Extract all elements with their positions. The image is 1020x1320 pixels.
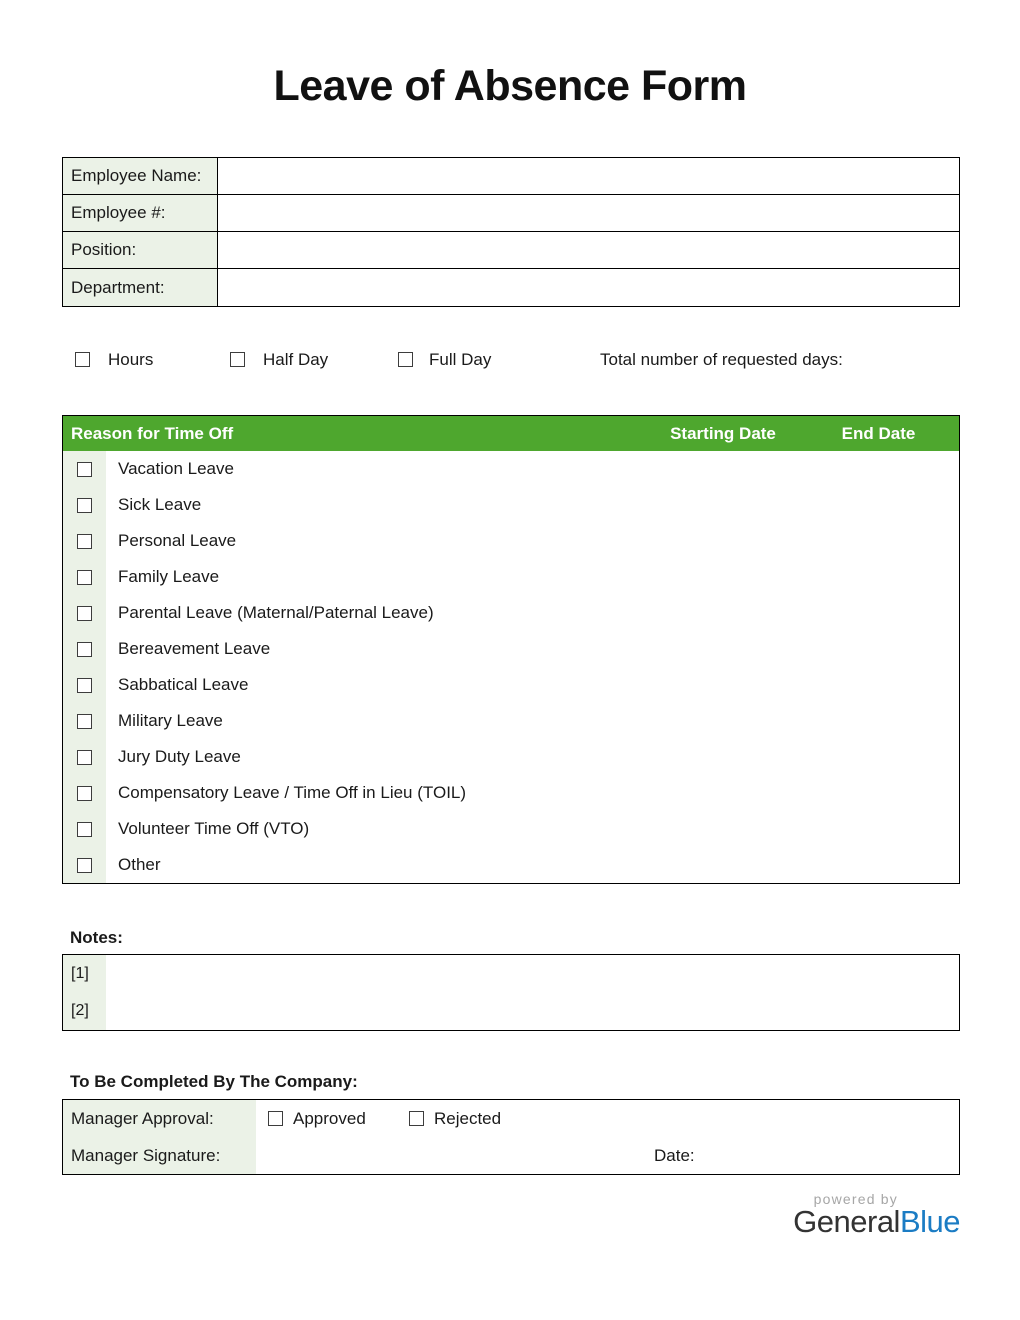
table-row bbox=[63, 739, 959, 775]
starting-date-field[interactable] bbox=[648, 487, 798, 523]
reason-label: Personal Leave bbox=[118, 531, 237, 550]
reason-label: Parental Leave (Maternal/Paternal Leave) bbox=[118, 603, 434, 622]
table-row bbox=[63, 559, 959, 595]
starting-date-field[interactable] bbox=[648, 595, 798, 631]
employee-number-field[interactable] bbox=[218, 195, 959, 231]
page-title: Leave of Absence Form bbox=[273, 62, 747, 110]
table-row bbox=[63, 811, 959, 847]
end-date-field[interactable] bbox=[798, 487, 959, 523]
reason-table bbox=[62, 415, 960, 884]
reason-label: Family Leave bbox=[118, 567, 220, 586]
reason-label: Vacation Leave bbox=[118, 459, 234, 478]
table-row bbox=[63, 523, 959, 559]
table-row bbox=[63, 487, 959, 523]
employee-name-field[interactable] bbox=[218, 158, 959, 194]
manager-signature-label: Manager Signature: bbox=[63, 1137, 256, 1174]
table-row bbox=[63, 847, 959, 883]
rejected-checkbox[interactable] bbox=[409, 1111, 424, 1126]
hours-checkbox[interactable] bbox=[75, 352, 90, 367]
table-row bbox=[63, 451, 959, 487]
end-date-field[interactable] bbox=[798, 631, 959, 667]
generalblue-logo bbox=[793, 1204, 960, 1240]
notes-label: Notes: bbox=[70, 928, 123, 947]
reason-label: Compensatory Leave / Time Off in Lieu (TOIL) bbox=[118, 783, 467, 802]
reason-label: Military Leave bbox=[118, 711, 223, 730]
date-field[interactable] bbox=[706, 1137, 959, 1174]
military-leave-checkbox[interactable] bbox=[77, 714, 92, 729]
parental-leave-checkbox[interactable] bbox=[77, 606, 92, 621]
starting-date-field[interactable] bbox=[648, 667, 798, 703]
table-row bbox=[63, 631, 959, 667]
note-index: [2] bbox=[71, 1002, 89, 1019]
full-day-label: Full Day bbox=[429, 350, 492, 369]
date-label: Date: bbox=[654, 1146, 695, 1165]
table-row bbox=[63, 1100, 959, 1137]
employee-name-label: Employee Name: bbox=[63, 158, 218, 194]
end-date-field[interactable] bbox=[798, 523, 959, 559]
table-row bbox=[63, 195, 959, 232]
day-type-row bbox=[62, 347, 960, 373]
reason-table-header bbox=[63, 416, 959, 451]
company-section-heading: To Be Completed By The Company: bbox=[70, 1072, 358, 1091]
powered-by-text: powered by bbox=[813, 1191, 898, 1207]
approved-label: Approved bbox=[293, 1108, 366, 1128]
volunteer-time-off-checkbox[interactable] bbox=[77, 822, 92, 837]
position-label: Position: bbox=[63, 232, 218, 268]
end-date-field[interactable] bbox=[798, 775, 959, 811]
reason-label: Sabbatical Leave bbox=[118, 675, 249, 694]
half-day-label: Half Day bbox=[263, 350, 329, 369]
hours-label: Hours bbox=[108, 350, 154, 369]
end-date-header: End Date bbox=[841, 423, 916, 443]
starting-date-field[interactable] bbox=[648, 703, 798, 739]
starting-date-header: Starting Date bbox=[670, 423, 776, 443]
personal-leave-checkbox[interactable] bbox=[77, 534, 92, 549]
reason-label: Jury Duty Leave bbox=[118, 747, 241, 766]
table-row bbox=[63, 595, 959, 631]
starting-date-field[interactable] bbox=[648, 631, 798, 667]
table-row bbox=[63, 1137, 959, 1174]
employee-info-table bbox=[62, 157, 960, 307]
note-index: [1] bbox=[71, 965, 89, 982]
other-checkbox[interactable] bbox=[77, 858, 92, 873]
end-date-field[interactable] bbox=[798, 451, 959, 487]
end-date-field[interactable] bbox=[798, 595, 959, 631]
table-row bbox=[63, 703, 959, 739]
starting-date-field[interactable] bbox=[648, 523, 798, 559]
full-day-checkbox[interactable] bbox=[398, 352, 413, 367]
department-label: Department: bbox=[63, 269, 218, 306]
bereavement-leave-checkbox[interactable] bbox=[77, 642, 92, 657]
manager-signature-field[interactable] bbox=[256, 1137, 646, 1174]
note-line-field[interactable] bbox=[106, 992, 959, 1029]
table-row bbox=[63, 269, 959, 306]
brand-blue-text: Blue bbox=[899, 1204, 960, 1239]
rejected-label: Rejected bbox=[434, 1108, 502, 1128]
notes-index-column bbox=[63, 955, 106, 1030]
starting-date-field[interactable] bbox=[648, 847, 798, 883]
end-date-field[interactable] bbox=[798, 847, 959, 883]
end-date-field[interactable] bbox=[798, 811, 959, 847]
sick-leave-checkbox[interactable] bbox=[77, 498, 92, 513]
vacation-leave-checkbox[interactable] bbox=[77, 462, 92, 477]
starting-date-field[interactable] bbox=[648, 811, 798, 847]
total-days-label: Total number of requested days: bbox=[600, 350, 843, 369]
sabbatical-leave-checkbox[interactable] bbox=[77, 678, 92, 693]
starting-date-field[interactable] bbox=[648, 739, 798, 775]
employee-number-label: Employee #: bbox=[63, 195, 218, 231]
reason-label: Other bbox=[118, 855, 161, 874]
starting-date-field[interactable] bbox=[648, 775, 798, 811]
family-leave-checkbox[interactable] bbox=[77, 570, 92, 585]
brand-general-text: General bbox=[793, 1204, 900, 1239]
company-section-box bbox=[62, 1099, 960, 1175]
position-field[interactable] bbox=[218, 232, 959, 268]
department-field[interactable] bbox=[218, 269, 959, 306]
reason-header-label: Reason for Time Off bbox=[71, 423, 234, 443]
notes-box bbox=[62, 954, 960, 1031]
reason-label: Sick Leave bbox=[118, 495, 202, 514]
table-row bbox=[63, 158, 959, 195]
table-row bbox=[63, 667, 959, 703]
table-row bbox=[63, 775, 959, 811]
end-date-field[interactable] bbox=[798, 667, 959, 703]
reason-label: Bereavement Leave bbox=[118, 639, 271, 658]
end-date-field[interactable] bbox=[798, 559, 959, 595]
half-day-checkbox[interactable] bbox=[230, 352, 245, 367]
end-date-field[interactable] bbox=[798, 703, 959, 739]
jury-duty-leave-checkbox[interactable] bbox=[77, 750, 92, 765]
compensatory-leave-checkbox[interactable] bbox=[77, 786, 92, 801]
starting-date-field[interactable] bbox=[648, 451, 798, 487]
manager-approval-label: Manager Approval: bbox=[63, 1100, 256, 1137]
starting-date-field[interactable] bbox=[648, 559, 798, 595]
reason-label: Volunteer Time Off (VTO) bbox=[118, 819, 310, 838]
approved-checkbox[interactable] bbox=[268, 1111, 283, 1126]
note-line-field[interactable] bbox=[106, 955, 959, 992]
table-row bbox=[63, 232, 959, 269]
end-date-field[interactable] bbox=[798, 739, 959, 775]
